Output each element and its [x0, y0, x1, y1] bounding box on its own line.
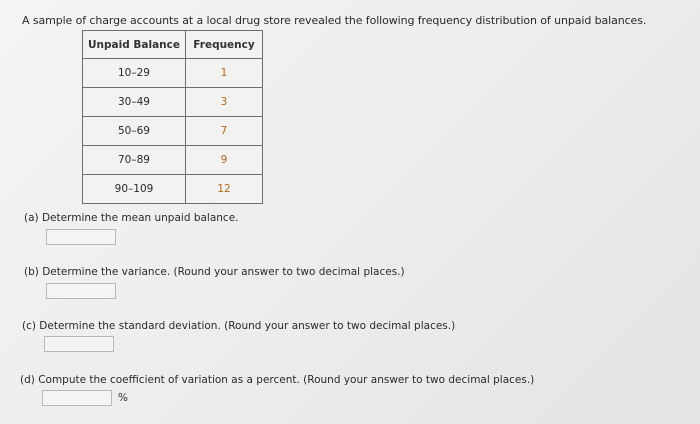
frequency-value: 9 — [186, 146, 263, 175]
balance-range: 50–69 — [83, 117, 186, 146]
balance-range: 30–49 — [83, 88, 186, 117]
table-header-row — [83, 31, 263, 59]
frequency-value: 3 — [186, 88, 263, 117]
percent-unit: % — [118, 392, 128, 404]
table-row — [83, 117, 263, 146]
header-frequency: Frequency — [186, 31, 263, 59]
answer-input-mean[interactable] — [46, 229, 116, 245]
table-row — [83, 146, 263, 175]
balance-range: 90–109 — [83, 175, 186, 204]
question-c: (c) Determine the standard deviation. (Round your answer to two decimal places.) — [22, 320, 456, 332]
answer-input-variance[interactable] — [46, 283, 116, 299]
balance-range: 10–29 — [83, 59, 186, 88]
table-row — [83, 59, 263, 88]
frequency-value: 7 — [186, 117, 263, 146]
question-a: (a) Determine the mean unpaid balance. — [24, 212, 239, 224]
header-unpaid-balance: Unpaid Balance — [83, 31, 186, 59]
frequency-value: 1 — [186, 59, 263, 88]
frequency-value: 12 — [186, 175, 263, 204]
table-row — [83, 175, 263, 204]
question-d: (d) Compute the coefficient of variation as a percent. (Round your answer to two decimal places.) — [20, 374, 535, 386]
table-row — [83, 88, 263, 117]
answer-input-std-dev[interactable] — [44, 336, 114, 352]
frequency-table — [82, 30, 263, 204]
answer-input-coefficient-variation[interactable] — [42, 390, 112, 406]
problem-statement: A sample of charge accounts at a local drug store revealed the following frequency distribution of unpaid balances. — [22, 14, 647, 27]
balance-range: 70–89 — [83, 146, 186, 175]
question-b: (b) Determine the variance. (Round your answer to two decimal places.) — [24, 266, 405, 278]
